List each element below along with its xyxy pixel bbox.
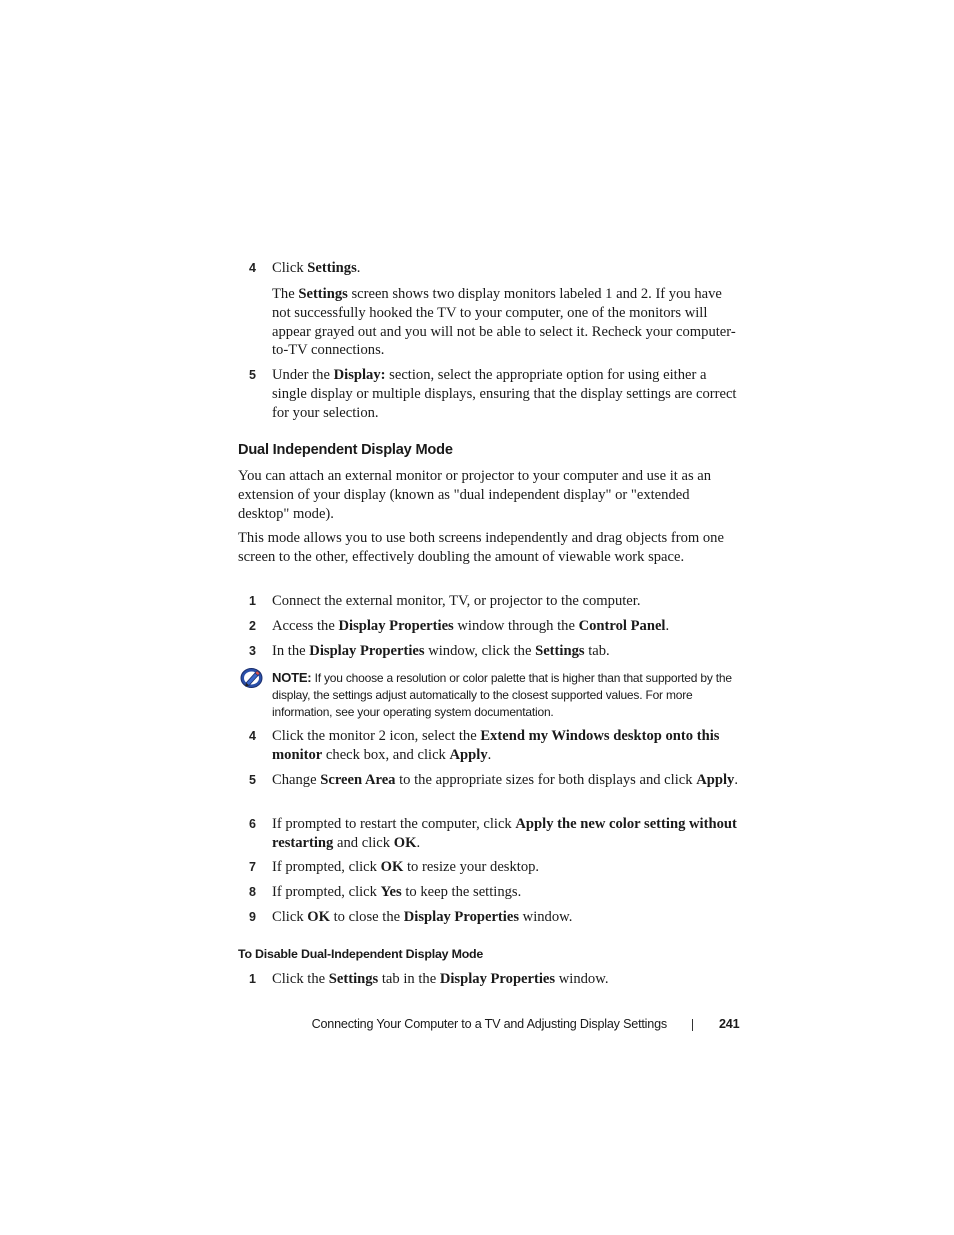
text-run: tab. bbox=[584, 643, 610, 659]
step-number: 4 bbox=[249, 729, 256, 743]
step-number: 1 bbox=[249, 594, 256, 608]
settings-paragraph bbox=[272, 285, 740, 360]
text-run: check box, and click bbox=[322, 746, 450, 763]
text-run: . bbox=[356, 260, 361, 276]
ui-term: Extend my Windows desktop onto this monitor bbox=[272, 728, 720, 763]
text-run: Access the bbox=[272, 618, 339, 634]
step-number: 4 bbox=[249, 261, 256, 275]
text-run: window. bbox=[555, 971, 609, 987]
text-run: window, click the bbox=[424, 643, 536, 659]
text-run: section, select the appropriate option for using either a single display or multiple displays, ensuring that the display settings are correct for your selection. bbox=[272, 367, 737, 421]
step-text bbox=[272, 771, 740, 790]
step-text bbox=[272, 366, 740, 422]
step-number: 8 bbox=[249, 885, 256, 899]
step-text bbox=[272, 858, 740, 877]
text-run: Under the bbox=[272, 367, 334, 383]
note-text: If you choose a resolution or color palette that is higher than that supported by the display, the settings adjust automatically to the closest supported values. For more information, see your operating system documentation. bbox=[272, 671, 732, 720]
ui-term: Settings bbox=[298, 286, 348, 302]
text-run: tab in the bbox=[378, 971, 440, 987]
ui-term: Control Panel bbox=[578, 618, 666, 634]
step-text bbox=[272, 815, 740, 853]
footer-chapter-title: Connecting Your Computer to a TV and Adjusting Display Settings bbox=[311, 1017, 667, 1031]
ui-term: Display: bbox=[333, 367, 386, 383]
intro-paragraph: You can attach an external monitor or projector to your computer and use it as an extension of your display (known as "dual independent display" or "extended desktop" mode). bbox=[238, 468, 712, 522]
step-text bbox=[272, 908, 740, 927]
note-pencil-icon bbox=[240, 667, 264, 689]
text-run: Click the monitor 2 icon, select the bbox=[272, 728, 481, 744]
ui-term: Display Properties bbox=[338, 618, 454, 634]
text-run: to resize your desktop. bbox=[403, 859, 540, 875]
intro-paragraph: This mode allows you to use both screens independently and drag objects from one screen to the other, effectively doubling the amount of viewable work space. bbox=[238, 530, 724, 565]
text-run: . bbox=[665, 618, 670, 634]
step-text bbox=[272, 727, 740, 765]
ui-term: OK bbox=[307, 909, 330, 925]
step-text bbox=[272, 617, 740, 636]
text-run: to the appropriate sizes for both displays and click bbox=[395, 772, 697, 788]
step-text bbox=[272, 592, 740, 611]
step-text bbox=[272, 642, 740, 661]
step-text bbox=[272, 259, 740, 278]
ui-term: Display Properties bbox=[309, 643, 425, 659]
text-run: The bbox=[272, 286, 299, 302]
step-number: 3 bbox=[249, 644, 256, 658]
text-run: window through the bbox=[453, 618, 579, 634]
text-run: window. bbox=[519, 909, 573, 925]
step-number: 6 bbox=[249, 817, 256, 831]
text-run: to close the bbox=[329, 909, 404, 925]
step-number: 1 bbox=[249, 972, 256, 986]
step-number: 5 bbox=[249, 368, 256, 382]
ui-term: Screen Area bbox=[320, 772, 396, 788]
step-number: 2 bbox=[249, 619, 256, 633]
text-run: If prompted to restart the computer, click bbox=[272, 816, 516, 832]
ui-term: OK bbox=[393, 834, 417, 851]
ui-term: Apply the new color setting without restarting bbox=[272, 816, 737, 851]
text-run: In the bbox=[272, 643, 310, 659]
text-run: . bbox=[487, 746, 492, 763]
ui-term: Apply bbox=[449, 746, 488, 763]
ui-term: OK bbox=[380, 859, 404, 875]
ui-term: Settings bbox=[307, 260, 357, 276]
text-run: to keep the settings. bbox=[401, 884, 522, 900]
text-run: Connect the external monitor, TV, or projector to the computer. bbox=[272, 593, 641, 609]
text-run: Click bbox=[272, 260, 308, 276]
ui-term: Yes bbox=[380, 884, 402, 900]
step-number: 7 bbox=[249, 860, 256, 874]
ui-term: Display Properties bbox=[439, 971, 556, 987]
text-run: Click the bbox=[272, 971, 329, 987]
text-run: . bbox=[416, 834, 421, 851]
text-run: If prompted, click bbox=[272, 884, 381, 900]
note-label: NOTE: bbox=[272, 670, 312, 685]
ui-term: Settings bbox=[535, 643, 585, 659]
step-number: 9 bbox=[249, 910, 256, 924]
text-run: If prompted, click bbox=[272, 859, 381, 875]
step-text bbox=[272, 970, 740, 989]
ui-term: Apply bbox=[696, 772, 735, 788]
step-number: 5 bbox=[249, 773, 256, 787]
text-run: Change bbox=[272, 772, 321, 788]
ui-term: Settings bbox=[328, 971, 379, 987]
text-run: Click bbox=[272, 909, 308, 925]
ui-term: Display Properties bbox=[403, 909, 520, 925]
footer-divider bbox=[692, 1019, 693, 1031]
text-run: . bbox=[734, 772, 738, 788]
step-text bbox=[272, 883, 740, 902]
text-run: screen shows two display monitors labeled 1 and 2. If you have not successfully hooked the TV to your computer, one of the monitors will appear grayed out and you will not be able to select it. Recheck your computer-to-TV connections. bbox=[272, 286, 736, 359]
page-number: 241 bbox=[719, 1017, 740, 1031]
subsection-heading: To Disable Dual-Independent Display Mode bbox=[238, 947, 484, 961]
note-block bbox=[272, 669, 740, 722]
text-run: and click bbox=[333, 834, 394, 851]
section-heading: Dual Independent Display Mode bbox=[238, 442, 453, 458]
